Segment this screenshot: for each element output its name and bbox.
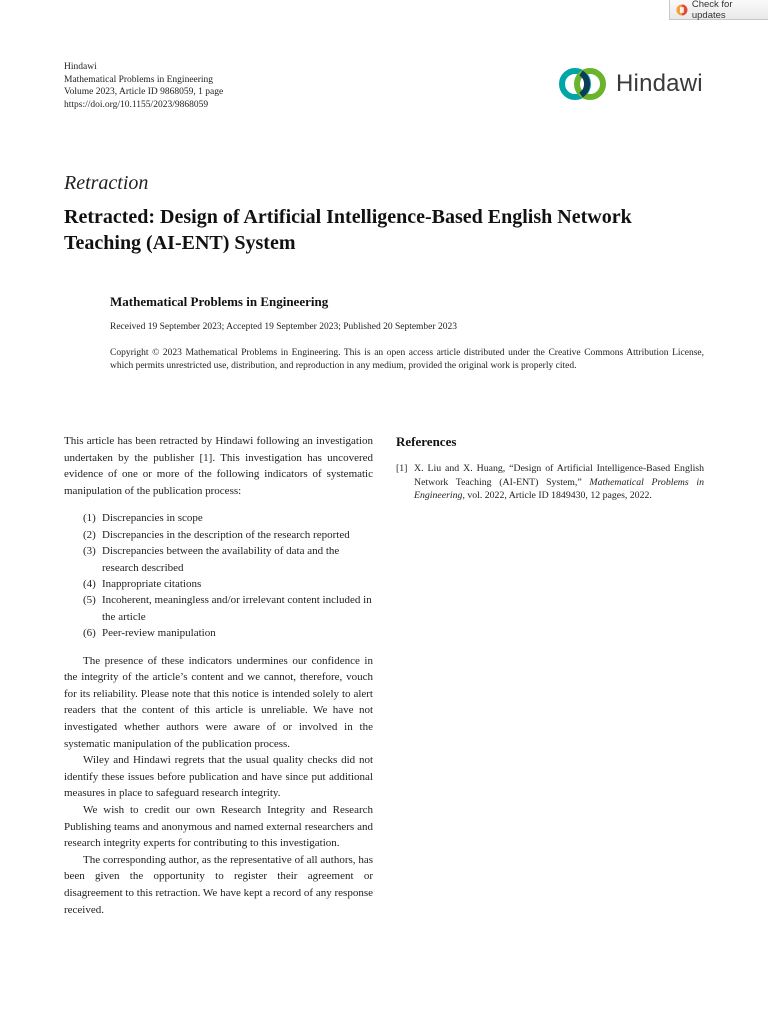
check-for-updates-label: Check for updates [691, 0, 733, 21]
article-title: Retracted: Design of Artificial Intelligence-Based English Network Teaching (AI-ENT) System [64, 206, 632, 254]
indicator-list [64, 510, 373, 641]
reference-text[interactable] [414, 462, 704, 503]
doi-link[interactable]: https://doi.org/10.1155/2023/9868059 [64, 99, 209, 110]
list-item [64, 576, 373, 592]
journal-header [64, 61, 223, 111]
list-number: (3) [83, 545, 96, 558]
list-text: Discrepancies in the description of the research reported [102, 528, 350, 541]
volume-line: Volume 2023, Article ID 9868059, 1 page [64, 87, 224, 98]
reference-item [396, 462, 704, 503]
list-item [64, 543, 373, 576]
journal-name: Mathematical Problems in Engineering [64, 74, 214, 85]
author-response-paragraph: The corresponding author, as the representative of all authors, has been given the opportunity to register their agreement or disagreement to this retraction. We have kept a record of any response received. [64, 853, 373, 916]
reference-authors-title: X. Liu and X. Huang, “Design of Artificial Intelligence-Based English Network Teaching (AI-ENT) System,” [414, 463, 704, 488]
list-number: (6) [83, 627, 96, 640]
copyright-notice: Copyright © 2023 Mathematical Problems in Engineering. This is an open access article distributed under the Creative Commons Attribution License, which permits unrestricted use, distribution, and reproduction in any medium, provided the original work is properly cited. [110, 348, 704, 371]
list-text: Inappropriate citations [102, 578, 202, 590]
credit-paragraph: We wish to credit our own Research Integrity and Research Publishing teams and anonymous and named external researchers and research integrity experts for contributing to this investigation. [64, 803, 373, 850]
list-number: (1) [83, 512, 96, 525]
list-number: (2) [83, 528, 96, 541]
hindawi-rings-icon [557, 64, 609, 104]
intro-paragraph: This article has been retracted by Hindawi following an investigation undertaken by the publisher [1]. This investigation has uncovered evidence of one or more of the following indicators of systematic manipulation of the publication process: [64, 435, 373, 497]
references-heading: References [396, 434, 457, 449]
list-item [64, 625, 373, 641]
retraction-body [64, 433, 373, 918]
publisher-name: Hindawi [64, 62, 97, 72]
list-text: Incoherent, meaningless and/or irrelevant content included in the article [102, 594, 372, 623]
reference-label: [1] [396, 463, 408, 474]
hindawi-wordmark: Hindawi [616, 70, 703, 97]
list-number: (4) [83, 578, 96, 590]
journal-author-line: Mathematical Problems in Engineering [110, 294, 329, 309]
hindawi-logo[interactable] [557, 62, 709, 106]
quality-check-paragraph: Wiley and Hindawi regrets that the usual quality checks did not identify these issues before publication and have since put additional measures in place to safeguard research integrity. [64, 754, 373, 800]
list-text: Discrepancies between the availability of data and the research described [102, 545, 340, 574]
confidence-paragraph: The presence of these indicators undermines our confidence in the integrity of the article’s content and we cannot, therefore, vouch for its reliability. Please note that this notice is intended solely to alert readers that the content of this article is unreliable. We have not investigated whether authors were aware of or involved in the systematic manipulation of the publication process. [64, 654, 373, 750]
reference-journal: Mathematical Problems in Engineering [414, 476, 704, 501]
list-text: Discrepancies in scope [102, 512, 203, 525]
list-item [64, 592, 373, 625]
list-number: (5) [83, 594, 96, 607]
check-for-updates-button[interactable] [669, 0, 768, 20]
article-type: Retraction [64, 172, 149, 194]
article-dates: Received 19 September 2023; Accepted 19 September 2023; Published 20 September 2023 [110, 322, 457, 332]
list-item [64, 510, 373, 526]
list-item [64, 527, 373, 543]
reference-details: , vol. 2022, Article ID 1849430, 12 pages, 2022. [462, 490, 652, 501]
crossmark-icon [676, 4, 688, 16]
list-text: Peer-review manipulation [102, 627, 216, 640]
